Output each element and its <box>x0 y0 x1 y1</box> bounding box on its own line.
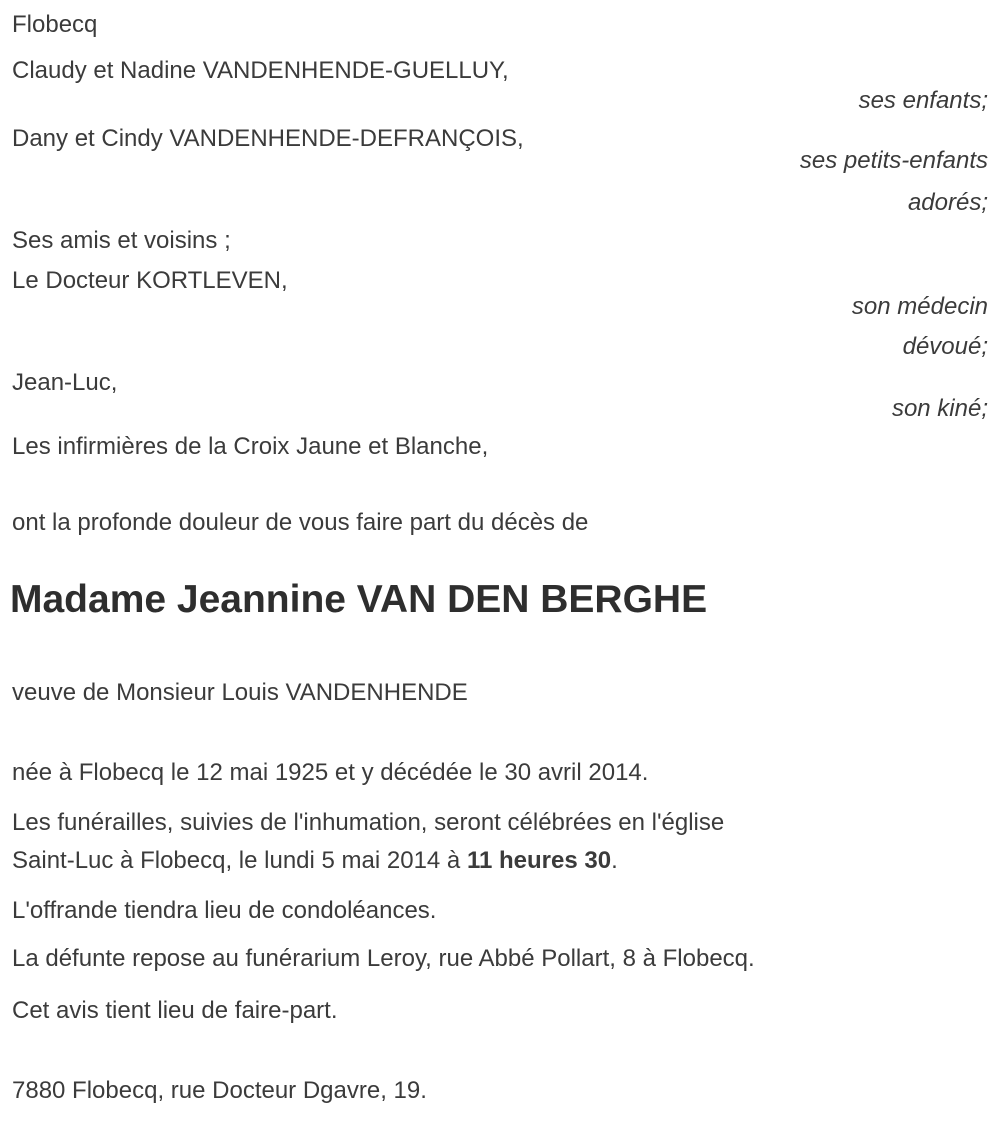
nurses-line: Les infirmières de la Croix Jaune et Blanche, <box>12 433 489 460</box>
repose-line: La défunte repose au funérarium Leroy, rue Abbé Pollart, 8 à Flobecq. <box>12 945 755 972</box>
doctor-relation-2: dévoué; <box>902 333 988 360</box>
physio-name: Jean-Luc, <box>12 369 118 396</box>
ceremony-line-2 <box>12 846 618 876</box>
announcement-line: ont la profonde douleur de vous faire part du décès de <box>12 509 589 536</box>
doctor-relation-1: son médecin <box>851 293 988 320</box>
life-dates-line: née à Flobecq le 12 mai 1925 et y décédée le 30 avril 2014. <box>12 759 649 786</box>
children-names: Claudy et Nadine VANDENHENDE-GUELLUY, <box>12 57 509 84</box>
notice-line: Cet avis tient lieu de faire-part. <box>12 997 338 1024</box>
grandchildren-relation-2: adorés; <box>907 189 988 216</box>
doctor-name: Le Docteur KORTLEVEN, <box>12 267 288 294</box>
widow-line: veuve de Monsieur Louis VANDENHENDE <box>12 679 468 706</box>
ceremony-time: 11 heures 30 <box>466 847 612 874</box>
ceremony-line-2-suffix: . <box>611 847 618 874</box>
deceased-name: Madame Jeannine VAN DEN BERGHE <box>10 578 708 621</box>
ceremony-line-2-prefix: Saint-Luc à Flobecq, le lundi 5 mai 2014 à <box>12 847 467 874</box>
place-line: Flobecq <box>12 11 98 38</box>
friends-line: Ses amis et voisins ; <box>12 227 231 254</box>
physio-relation: son kiné; <box>891 395 988 422</box>
grandchildren-names: Dany et Cindy VANDENHENDE-DEFRANÇOIS, <box>12 125 524 152</box>
address-line: 7880 Flobecq, rue Docteur Dgavre, 19. <box>12 1077 427 1104</box>
grandchildren-relation-1: ses petits-enfants <box>799 147 988 174</box>
offering-line: L'offrande tiendra lieu de condoléances. <box>12 897 437 924</box>
ceremony-line-1: Les funérailles, suivies de l'inhumation, seront célébrées en l'église <box>12 809 725 836</box>
children-relation: ses enfants; <box>858 87 988 114</box>
